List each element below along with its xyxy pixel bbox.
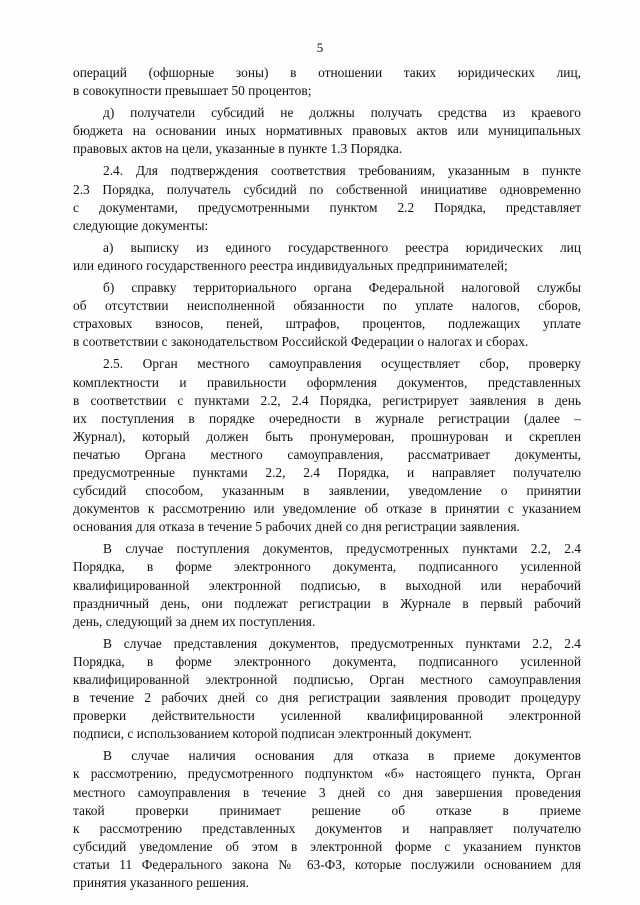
paragraph	[73, 104, 581, 158]
text-line: В случае наличия основания для отказа в приеме документов	[103, 748, 581, 764]
text-line: субсидий способом, указанным в заявлении, уведомление о принятии	[73, 483, 581, 499]
paragraph	[73, 747, 581, 892]
text-line: праздничный день, они подлежат регистрации в Журнале в первый рабочий	[73, 595, 581, 611]
paragraph	[73, 239, 581, 275]
paragraph	[73, 64, 581, 100]
page-number: 5	[316, 40, 324, 55]
text-line: день, следующий за днем их поступления.	[73, 613, 316, 629]
text-line: в соответствии с законодательством Российской Федерации о налогах и сборах.	[73, 334, 529, 350]
text-line: об отсутствии неисполненной обязанности по уплате налогов, сборов,	[73, 298, 581, 314]
text-line: проверки действительности усиленной квалифицированной электронной	[73, 708, 581, 724]
text-line: Журнал), который должен быть пронумерован, прошнурован и скреплен	[73, 428, 581, 444]
text-line: 2.5. Орган местного самоуправления осуществляет сбор, проверку	[103, 356, 581, 372]
text-line: документов к рассмотрению или уведомление об отказе в принятии с указанием	[73, 501, 581, 517]
text-line: в течение 2 рабочих дней со дня регистрации заявления проводит процедуру	[73, 690, 581, 706]
text-line: д) получатели субсидий не должны получать средства из краевого	[103, 105, 581, 121]
text-line: В случае поступления документов, предусмотренных пунктами 2.2, 2.4	[103, 541, 581, 557]
text-line: в совокупности превышает 50 процентов;	[73, 83, 312, 99]
text-line: 2.4. Для подтверждения соответствия требованиям, указанным в пункте	[103, 163, 581, 179]
text-line: комплектности и правильности оформления документов, представленных	[73, 374, 581, 390]
text-line: к рассмотрению, предусмотренного подпунктом «б» настоящего пункта, Орган	[73, 766, 581, 782]
document-body	[73, 64, 581, 892]
paragraph	[73, 162, 581, 234]
text-line: статьи 11 Федерального закона № 63-ФЗ, которые послужили основанием для	[73, 856, 581, 872]
text-line: бюджета на основании иных нормативных правовых актов или муниципальных	[73, 123, 581, 139]
text-line: операций (офшорные зоны) в отношении таких юридических лиц,	[73, 65, 581, 80]
text-line: печатью Органа местного самоуправления, рассматривает документы,	[73, 446, 581, 462]
text-line: местного самоуправления в течение 3 дней со дня завершения проведения	[73, 784, 581, 800]
text-line: правовых актов на цели, указанные в пункте 1.3 Порядка.	[73, 141, 403, 157]
text-line: основания для отказа в течение 5 рабочих дней со дня регистрации заявления.	[73, 519, 520, 535]
text-line: Порядка, в форме электронного документа, подписанного усиленной	[73, 653, 581, 669]
text-line: предусмотренные пунктами 2.2, 2.4 Порядка, и направляет получателю	[73, 464, 581, 480]
text-line: принятия указанного решения.	[73, 875, 250, 891]
paragraph	[73, 635, 581, 744]
text-line: б) справку территориального органа Федеральной налоговой службы	[103, 280, 581, 296]
text-line: в соответствии с пунктами 2.2, 2.4 Порядка, регистрирует заявления в день	[73, 392, 581, 408]
text-line: В случае представления документов, предусмотренных пунктами 2.2, 2.4	[103, 635, 581, 651]
paragraph	[73, 355, 581, 536]
text-line: к рассмотрению представленных документов и направляет получателю	[73, 820, 581, 836]
text-line: 2.3 Порядка, получатель субсидий по собственной инициативе одновременно	[73, 181, 581, 197]
text-line: следующие документы:	[73, 217, 209, 233]
paragraph	[73, 540, 581, 630]
text-line: субсидий уведомление об этом в электронной форме с указанием пунктов	[73, 838, 581, 854]
paragraph	[73, 279, 581, 351]
text-line: Порядка, в форме электронного документа, подписанного усиленной	[73, 559, 581, 575]
text-line: квалифицированной электронной подписью, в выходной или нерабочий	[73, 577, 581, 593]
text-line: с документами, предусмотренными пунктом 2.2 Порядка, представляет	[73, 199, 581, 215]
text-line: подписи, с использованием которой подписан электронный документ.	[73, 726, 473, 742]
text-line: квалифицированной электронной подписью, Орган местного самоуправления	[73, 672, 581, 687]
text-line: их поступления в порядке очередности в журнале регистрации (далее –	[73, 410, 581, 426]
text-line: а) выписку из единого государственного реестра юридических лиц	[103, 239, 581, 255]
text-line: такой проверки принимает решение об отказе в приеме	[73, 802, 581, 818]
text-line: или единого государственного реестра индивидуальных предпринимателей;	[73, 257, 508, 273]
text-line: страховых взносов, пеней, штрафов, процентов, подлежащих уплате	[73, 316, 581, 332]
